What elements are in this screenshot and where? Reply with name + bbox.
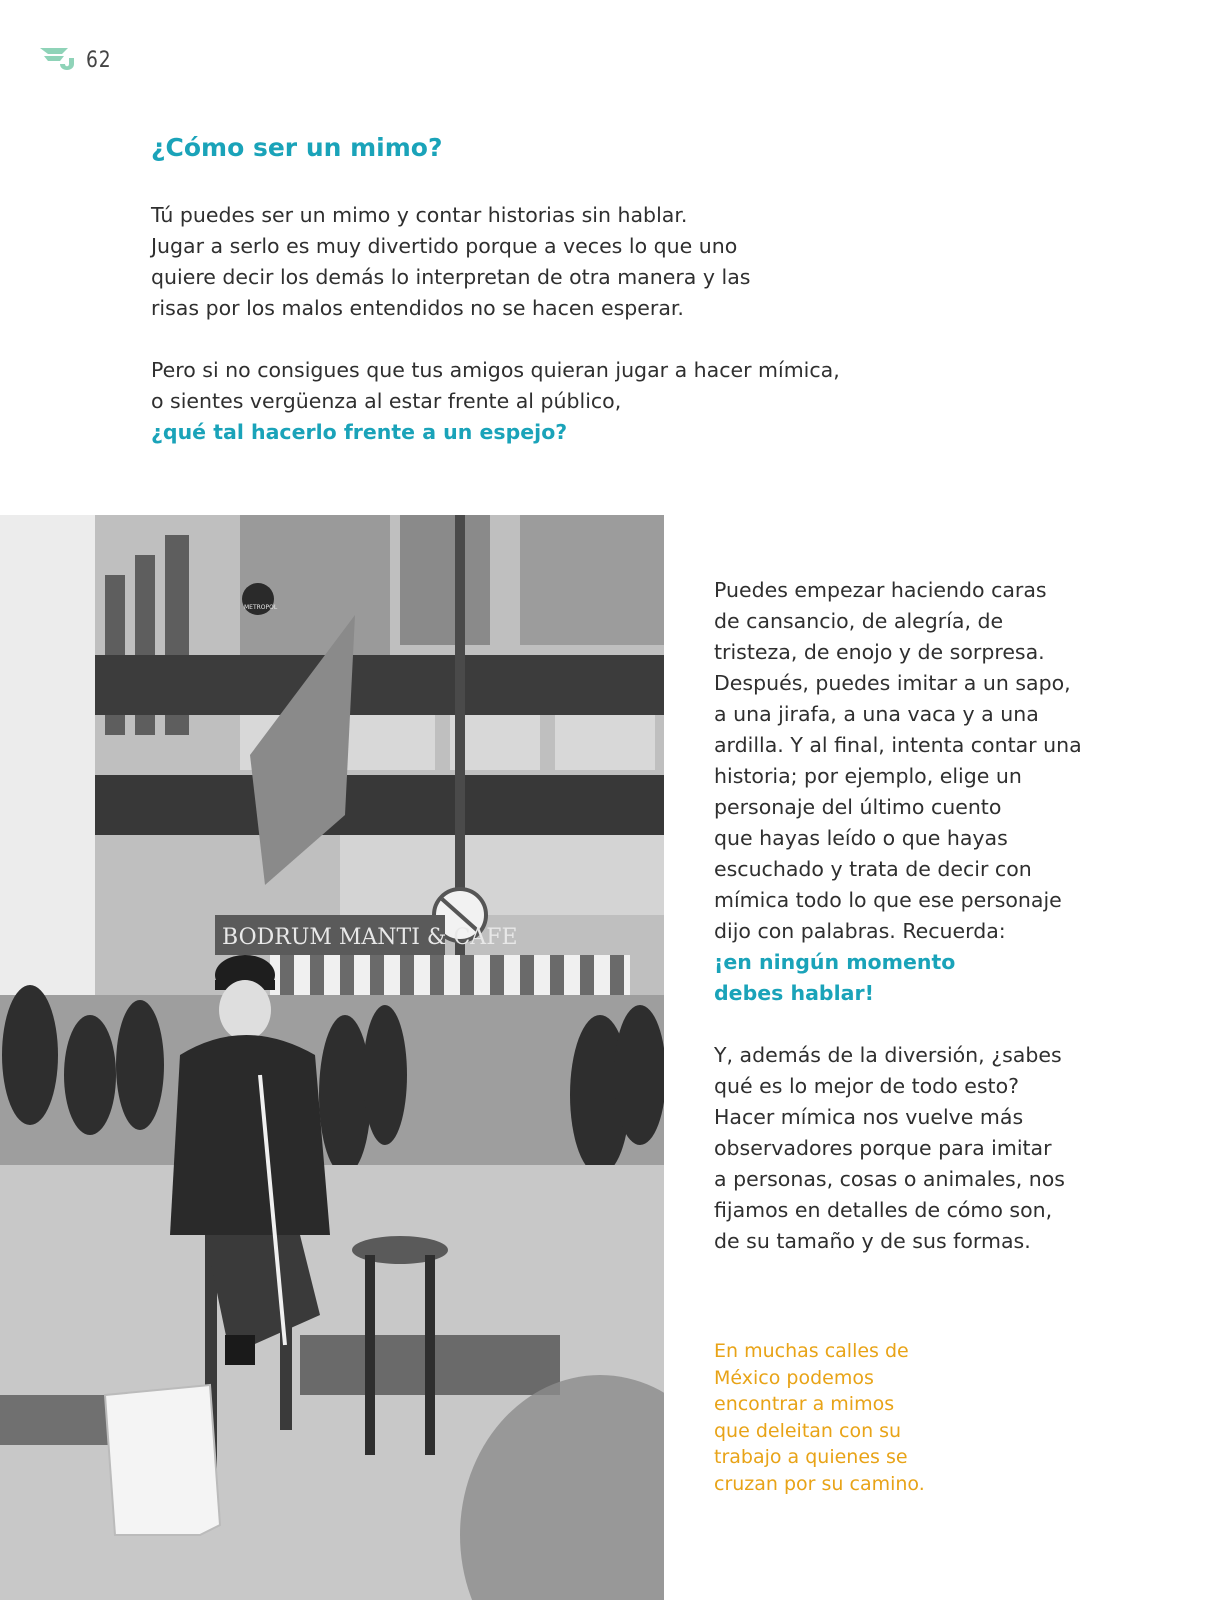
highlight-line: debes hablar! — [714, 981, 874, 1005]
text-line: Jugar a serlo es muy divertido porque a veces lo que uno — [151, 234, 738, 258]
text-line: observadores porque para imitar — [714, 1136, 1052, 1160]
text-line: ardilla. Y al final, intenta contar una — [714, 733, 1082, 757]
text-line: Después, puedes imitar a un sapo, — [714, 671, 1071, 695]
text-line: Tú puedes ser un mimo y contar historias sin hablar. — [151, 203, 688, 227]
caption-line: trabajo a quienes se — [714, 1446, 908, 1468]
page-title: ¿Cómo ser un mimo? — [151, 133, 443, 162]
page-number: 62 — [86, 47, 112, 73]
text-line: a una jirafa, a una vaca y a una — [714, 702, 1039, 726]
mime-street-photo — [0, 515, 664, 1600]
right-paragraph-2 — [714, 1040, 1174, 1257]
caption-line: México podemos — [714, 1366, 874, 1389]
book-logo-icon — [38, 42, 78, 78]
text-line: de cansancio, de alegría, de — [714, 609, 1004, 633]
text-line: Puedes empezar haciendo caras — [714, 578, 1047, 602]
caption-line: que deleitan con su — [714, 1419, 902, 1442]
text-line: que hayas leído o que hayas — [714, 826, 1008, 850]
page-header — [38, 40, 116, 80]
text-line: mímica todo lo que ese personaje — [714, 888, 1062, 912]
highlight-line: ¡en ningún momento — [714, 950, 956, 974]
text-line: tristeza, de enojo y de sorpresa. — [714, 640, 1045, 664]
right-column-text — [714, 575, 1174, 1288]
text-line: qué es lo mejor de todo esto? — [714, 1074, 1020, 1098]
intro-paragraph-1 — [151, 200, 1011, 324]
photo-illustration — [0, 515, 664, 1600]
caption-line: cruzan por su camino. — [714, 1472, 925, 1495]
store-sign: BODRUM MANTI & CAFE — [222, 925, 518, 950]
text-line: de su tamaño y de sus formas. — [714, 1229, 1031, 1253]
text-line: personaje del último cuento — [714, 795, 1002, 819]
right-paragraph-1 — [714, 575, 1174, 1009]
text-line: o sientes vergüenza al estar frente al público, — [151, 389, 622, 413]
text-line: risas por los malos entendidos no se hacen esperar. — [151, 296, 684, 320]
text-line: Pero si no consigues que tus amigos quieran jugar a hacer mímica, — [151, 358, 840, 382]
intro-paragraph-2 — [151, 355, 1011, 448]
text-line: Hacer mímica nos vuelve más — [714, 1105, 1024, 1129]
highlight-question: ¿qué tal hacerlo frente a un espejo? — [151, 420, 568, 444]
photo-caption — [714, 1338, 1014, 1497]
caption-line: En muchas calles de — [714, 1340, 909, 1362]
text-line: dijo con palabras. Recuerda: — [714, 919, 1006, 943]
caption-line: encontrar a mimos — [714, 1393, 895, 1415]
building-logo-sign: METROPOL — [244, 604, 278, 611]
text-line: fijamos en detalles de cómo son, — [714, 1198, 1053, 1222]
text-line: escuchado y trata de decir con — [714, 857, 1032, 881]
text-line: historia; por ejemplo, elige un — [714, 764, 1022, 788]
text-line: a personas, cosas o animales, nos — [714, 1167, 1065, 1191]
text-line: Y, además de la diversión, ¿sabes — [714, 1043, 1062, 1067]
text-line: quiere decir los demás lo interpretan de otra manera y las — [151, 265, 751, 289]
intro-text — [151, 200, 1011, 479]
